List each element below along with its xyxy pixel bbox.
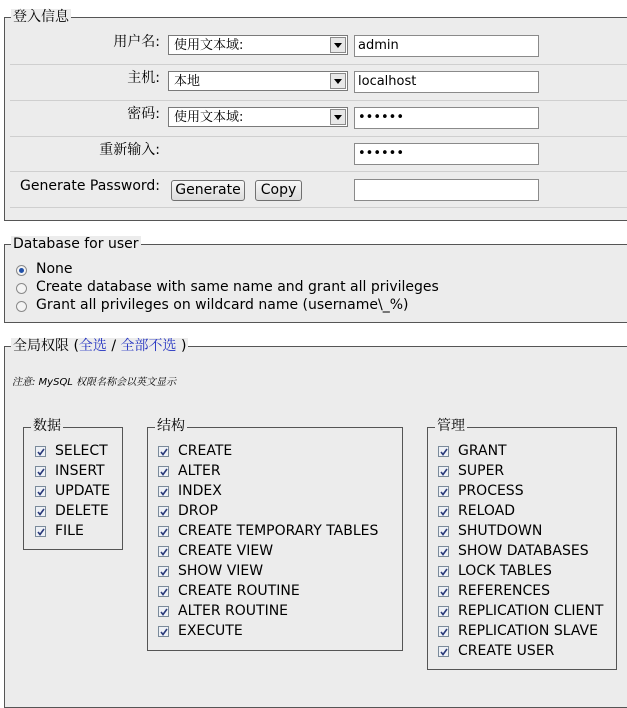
checkmark-icon [160, 528, 168, 536]
privilege-checkbox-show-databases[interactable] [438, 546, 449, 557]
privilege-checkbox-lock-tables[interactable] [438, 566, 449, 577]
privilege-label: CREATE ROUTINE [178, 583, 300, 599]
privilege-checkbox-create-view[interactable] [158, 546, 169, 557]
checkmark-icon [160, 568, 168, 576]
privilege-label: REFERENCES [458, 583, 551, 599]
chevron-down-icon[interactable] [330, 37, 346, 53]
privilege-checkbox-drop[interactable] [158, 506, 169, 517]
checkmark-icon [440, 448, 448, 456]
privilege-label: ALTER [178, 463, 221, 479]
privilege-checkbox-create-user[interactable] [438, 646, 449, 657]
privilege-checkbox-insert[interactable] [35, 466, 46, 477]
privilege-label: DELETE [55, 503, 109, 519]
privilege-checkbox-delete[interactable] [35, 506, 46, 517]
db-option-wildcard-radio[interactable] [16, 301, 27, 312]
privilege-checkbox-alter-routine[interactable] [158, 606, 169, 617]
privilege-label: DROP [178, 503, 218, 519]
privilege-label: REPLICATION CLIENT [458, 603, 604, 619]
checkmark-icon [160, 488, 168, 496]
db-option-label: None [36, 261, 73, 277]
privilege-checkbox-file[interactable] [35, 526, 46, 537]
privilege-checkbox-replication-client[interactable] [438, 606, 449, 617]
checkmark-icon [160, 508, 168, 516]
privilege-checkbox-shutdown[interactable] [438, 526, 449, 537]
copy-button[interactable]: Copy [255, 180, 302, 201]
legend-close-paren: ) [176, 338, 187, 354]
privilege-label: UPDATE [55, 483, 111, 499]
generated-password-input[interactable] [354, 179, 539, 201]
privilege-label: PROCESS [458, 483, 524, 499]
row-divider [10, 64, 627, 65]
checkmark-icon [37, 528, 45, 536]
checkmark-icon [160, 588, 168, 596]
privilege-label: CREATE [178, 443, 233, 459]
host-type-select[interactable] [168, 71, 348, 91]
checkmark-icon [440, 468, 448, 476]
privilege-label: LOCK TABLES [458, 563, 552, 579]
select-all-link[interactable]: 全选 [78, 338, 107, 354]
data-group-legend: 数据 [33, 418, 61, 434]
privilege-label: SUPER [458, 463, 505, 479]
username-type-value: 使用文本域: [174, 38, 244, 53]
deselect-all-link[interactable]: 全部不选 [120, 338, 177, 354]
privilege-label: SHUTDOWN [458, 523, 543, 539]
privilege-checkbox-show-view[interactable] [158, 566, 169, 577]
reenter-label: 重新输入: [99, 142, 160, 158]
privilege-label: CREATE VIEW [178, 543, 274, 559]
checkmark-icon [160, 608, 168, 616]
privilege-checkbox-process[interactable] [438, 486, 449, 497]
checkmark-icon [160, 548, 168, 556]
privilege-label: RELOAD [458, 503, 516, 519]
global-privileges-title: 全局权限 ( [13, 338, 79, 354]
privilege-label: SHOW DATABASES [458, 543, 589, 559]
checkmark-icon [37, 468, 45, 476]
checkmark-icon [440, 628, 448, 636]
privilege-label: SHOW VIEW [178, 563, 264, 579]
checkmark-icon [440, 648, 448, 656]
chevron-down-icon[interactable] [330, 109, 346, 125]
privilege-label: CREATE USER [458, 643, 555, 659]
row-divider [10, 171, 627, 172]
privilege-checkbox-execute[interactable] [158, 626, 169, 637]
password-type-value: 使用文本域: [174, 110, 244, 125]
login-info-legend: 登入信息 [13, 9, 69, 25]
privilege-label: INDEX [178, 483, 222, 499]
privilege-label: INSERT [55, 463, 105, 479]
db-option-none-radio[interactable] [16, 265, 27, 276]
username-type-select[interactable] [168, 35, 348, 55]
password-type-select[interactable] [168, 107, 348, 127]
checkmark-icon [440, 528, 448, 536]
link-separator: / [106, 338, 121, 354]
password-input[interactable]: •••••• [354, 107, 539, 129]
privilege-label: ALTER ROUTINE [178, 603, 289, 619]
checkmark-icon [160, 468, 168, 476]
db-option-same-name-radio[interactable] [16, 283, 27, 294]
checkmark-icon [440, 548, 448, 556]
host-type-value: 本地 [174, 74, 201, 89]
privilege-checkbox-update[interactable] [35, 486, 46, 497]
password-label: 密码: [127, 106, 160, 122]
privilege-label: REPLICATION SLAVE [458, 623, 598, 639]
privilege-label: CREATE TEMPORARY TABLES [178, 523, 379, 539]
privilege-checkbox-select[interactable] [35, 446, 46, 457]
checkmark-icon [160, 628, 168, 636]
checkmark-icon [37, 488, 45, 496]
db-option-label: Grant all privileges on wildcard name (username\_%) [36, 297, 409, 313]
privilege-checkbox-grant[interactable] [438, 446, 449, 457]
database-for-user-legend: Database for user [13, 236, 139, 252]
generate-button[interactable]: Generate [171, 180, 245, 201]
privilege-label: FILE [55, 523, 84, 539]
host-label: 主机: [127, 70, 160, 86]
privilege-checkbox-create-routine[interactable] [158, 586, 169, 597]
privilege-checkbox-create[interactable] [158, 446, 169, 457]
checkmark-icon [440, 608, 448, 616]
privilege-checkbox-alter[interactable] [158, 466, 169, 477]
row-divider [10, 207, 627, 208]
chevron-down-icon[interactable] [330, 73, 346, 89]
privilege-label: SELECT [55, 443, 108, 459]
checkmark-icon [37, 508, 45, 516]
privilege-checkbox-create-temporary-tables[interactable] [158, 526, 169, 537]
checkmark-icon [440, 588, 448, 596]
checkmark-icon [440, 508, 448, 516]
db-option-label: Create database with same name and grant all privileges [36, 279, 439, 295]
global-privileges-legend [11, 338, 188, 354]
row-divider [10, 136, 627, 137]
row-divider [10, 100, 627, 101]
privilege-checkbox-replication-slave[interactable] [438, 626, 449, 637]
host-input[interactable]: localhost [354, 71, 539, 93]
privilege-label: EXECUTE [178, 623, 243, 639]
checkmark-icon [440, 568, 448, 576]
checkmark-icon [440, 488, 448, 496]
generate-password-label: Generate Password: [20, 178, 160, 194]
privileges-note: 注意: MySQL 权限名称会以英文显示 [12, 377, 177, 388]
checkmark-icon [37, 448, 45, 456]
privilege-checkbox-references[interactable] [438, 586, 449, 597]
username-label: 用户名: [113, 34, 160, 50]
checkmark-icon [160, 448, 168, 456]
privilege-checkbox-index[interactable] [158, 486, 169, 497]
admin-group-legend: 管理 [437, 418, 465, 434]
username-input[interactable]: admin [354, 35, 539, 57]
structure-group-legend: 结构 [157, 418, 185, 434]
privilege-checkbox-reload[interactable] [438, 506, 449, 517]
reenter-password-input[interactable]: •••••• [354, 143, 539, 165]
privilege-checkbox-super[interactable] [438, 466, 449, 477]
privilege-label: GRANT [458, 443, 507, 459]
